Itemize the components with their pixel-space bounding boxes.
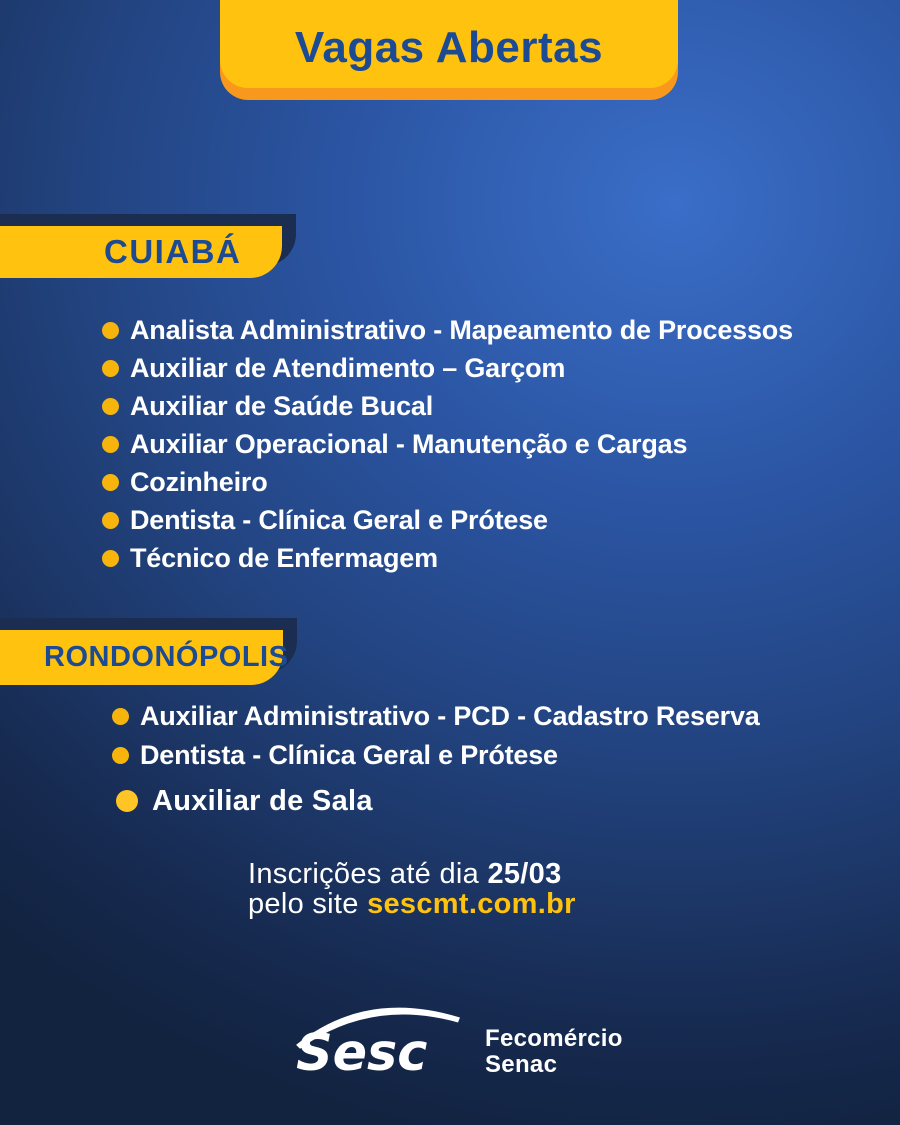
fecomercio-label: Fecomércio: [485, 1025, 623, 1052]
registration-date: 25/03: [487, 858, 562, 890]
bullet-icon: [102, 550, 119, 567]
bullet-icon: [116, 790, 138, 812]
job-label: Cozinheiro: [130, 466, 268, 497]
vagas-abertas-banner: [220, 0, 678, 88]
job-item: [0, 736, 900, 775]
job-label: Auxiliar Operacional - Manutenção e Cargas: [130, 428, 688, 459]
job-label: Auxiliar de Saúde Bucal: [130, 390, 433, 421]
registration-text: Inscrições até dia: [248, 858, 488, 890]
bullet-icon: [102, 474, 119, 491]
bullet-icon: [102, 322, 119, 339]
senac-label: Senac: [485, 1051, 558, 1078]
sesc-wordmark: Sesc: [296, 1023, 428, 1080]
registration-line-1: [248, 859, 576, 889]
registration-text: pelo site: [248, 888, 368, 920]
job-item: [0, 539, 900, 577]
job-label: Técnico de Enfermagem: [130, 542, 438, 573]
bullet-icon: [102, 360, 119, 377]
job-item: [0, 697, 900, 736]
partner-logos: [485, 1026, 623, 1078]
job-label: Analista Administrativo - Mapeamento de Processos: [130, 314, 793, 345]
bullet-icon: [102, 436, 119, 453]
poster-title: Vagas Abertas: [294, 23, 604, 72]
job-label: Auxiliar de Atendimento – Garçom: [130, 352, 566, 383]
job-item: [0, 349, 900, 387]
registration-info: [248, 859, 576, 919]
bullet-icon: [112, 747, 129, 764]
job-item: [0, 501, 900, 539]
job-item: [0, 311, 900, 349]
section-banner-cuiaba: [0, 226, 282, 278]
job-label: Auxiliar Administrativo - PCD - Cadastro Reserva: [140, 701, 760, 731]
section-title-cuiaba: CUIABÁ: [104, 233, 242, 270]
section-banner-rondonopolis: [0, 630, 289, 685]
job-item: [0, 387, 900, 425]
bullet-icon: [102, 512, 119, 529]
bullet-icon: [112, 708, 129, 725]
registration-site-url: sescmt.com.br: [367, 888, 576, 920]
rondonopolis-job-list: [0, 697, 900, 825]
bullet-icon: [102, 398, 119, 415]
job-label: Dentista - Clínica Geral e Prótese: [140, 740, 558, 770]
job-label: Auxiliar de Sala: [152, 784, 373, 817]
job-label: Dentista - Clínica Geral e Prótese: [130, 504, 548, 535]
sesc-logo: [295, 1000, 463, 1080]
registration-line-2: [248, 889, 576, 919]
job-item: [0, 777, 900, 825]
job-item: [0, 425, 900, 463]
job-item: [0, 463, 900, 501]
section-title-rondonopolis: RONDONÓPOLIS: [44, 641, 289, 673]
footer-logos: [295, 1000, 623, 1080]
cuiaba-job-list: [0, 311, 900, 577]
